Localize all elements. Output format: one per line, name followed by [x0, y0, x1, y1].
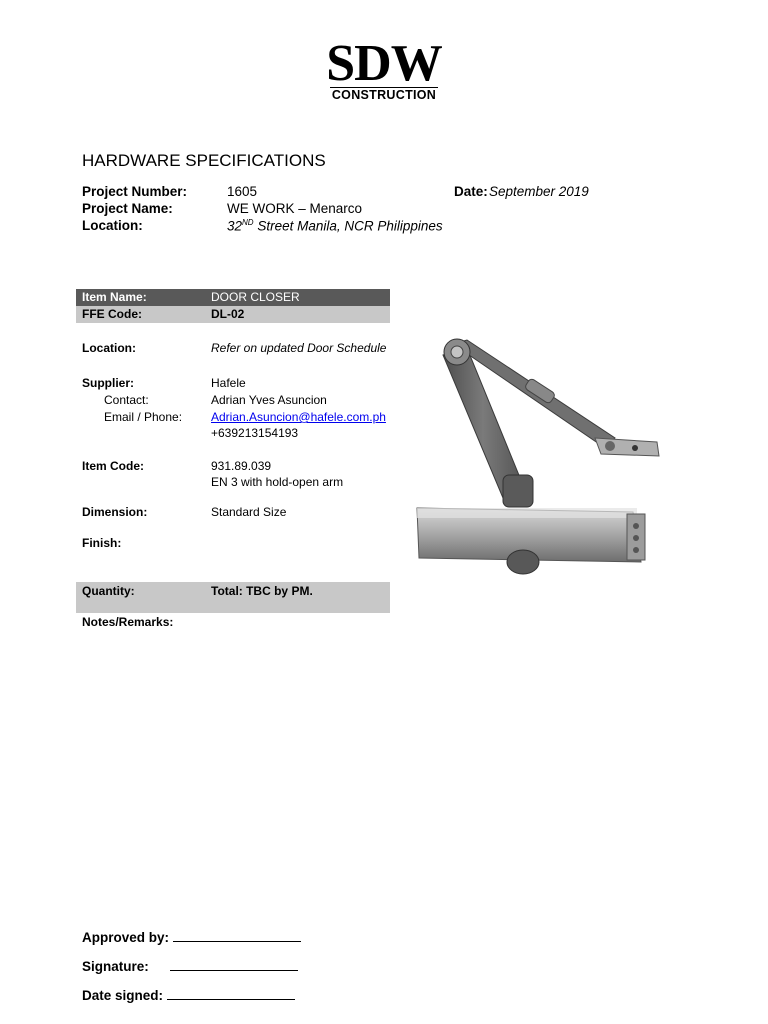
date-value: September 2019	[489, 184, 589, 199]
project-location-value: 32ND Street Manila, NCR Philippines	[227, 218, 443, 234]
page-title: HARDWARE SPECIFICATIONS	[82, 151, 326, 170]
dimension-label: Dimension:	[82, 505, 148, 519]
approved-by-line[interactable]	[173, 929, 301, 942]
supplier-value: Hafele	[211, 376, 246, 390]
dimension-value: Standard Size	[211, 505, 287, 519]
item-location-label: Location:	[82, 341, 136, 355]
door-closer-image	[405, 330, 665, 585]
project-location-label: Location:	[82, 218, 143, 233]
project-name-label: Project Name:	[82, 201, 173, 216]
project-name-value: WE WORK – Menarco	[227, 201, 363, 216]
ffe-code-label: FFE Code:	[82, 307, 142, 321]
approved-by-label: Approved by:	[82, 929, 301, 945]
item-name-value: DOOR CLOSER	[211, 290, 300, 304]
contact-value: Adrian Yves Asuncion	[211, 393, 327, 407]
phone-value: +639213154193	[211, 426, 299, 440]
supplier-label: Supplier:	[82, 376, 135, 390]
item-code-label: Item Code:	[82, 459, 145, 473]
item-name-label: Item Name:	[82, 290, 147, 304]
item-code-note: EN 3 with hold-open arm	[211, 475, 344, 489]
project-number-label: Project Number:	[82, 184, 188, 199]
contact-label: Contact:	[104, 393, 149, 407]
company-logo-subtitle: CONSTRUCTION	[331, 88, 437, 102]
item-code-value: 931.89.039	[211, 459, 272, 473]
date-label: Date:	[454, 184, 488, 199]
signature-line[interactable]	[170, 958, 298, 971]
quantity-label: Quantity:	[82, 584, 135, 598]
project-number-value: 1605	[227, 184, 258, 199]
finish-label: Finish:	[82, 536, 122, 550]
email-link[interactable]: Adrian.Asuncion@hafele.com.ph	[211, 410, 386, 424]
ffe-code-value: DL-02	[211, 307, 245, 321]
notes-label: Notes/Remarks:	[82, 615, 174, 629]
signature-label: Signature:	[82, 958, 298, 974]
item-location-value: Refer on updated Door Schedule	[211, 341, 387, 355]
email-phone-label: Email / Phone:	[104, 410, 183, 424]
date-signed-line[interactable]	[167, 987, 295, 1000]
company-logo: SDW	[326, 35, 442, 92]
quantity-value: Total: TBC by PM.	[211, 584, 313, 598]
date-signed-label: Date signed:	[82, 987, 295, 1003]
